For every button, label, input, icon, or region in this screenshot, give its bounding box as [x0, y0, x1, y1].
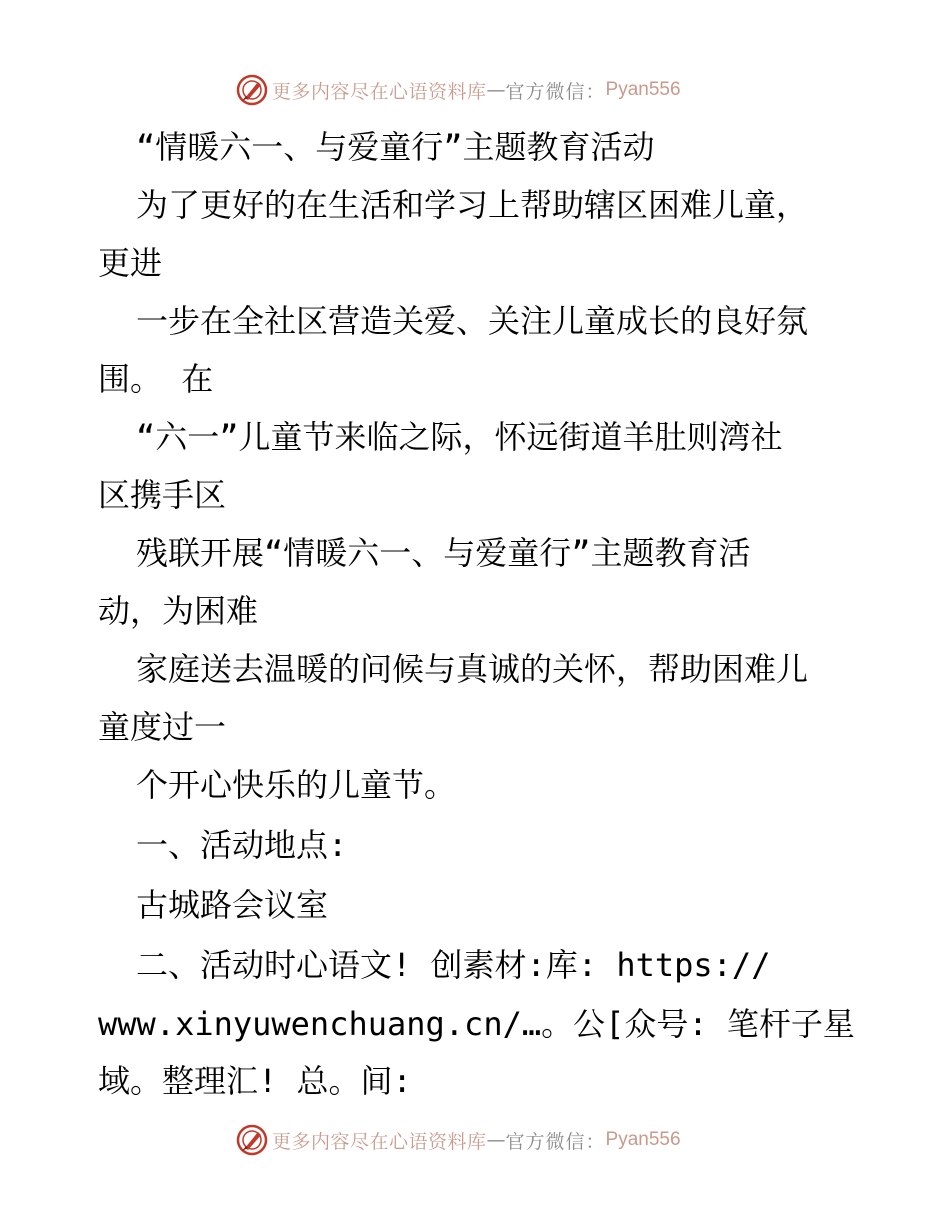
watermark-text: 更多内容尽在心语资料库: [272, 80, 487, 103]
watermark-official-label: 官方微信：: [505, 1130, 606, 1153]
body-line: “六一”儿童节来临之际，怀远街道羊肚则湾社: [136, 418, 783, 456]
body-line: 动，为困难: [98, 592, 259, 630]
body-line: 家庭送去温暖的问候与真诚的关怀，帮助困难儿: [136, 650, 809, 688]
section-heading-time: 二、活动时心语文! 创素材:库: https://: [136, 946, 771, 984]
pen-logo-icon: [236, 74, 268, 106]
watermark-wechat-id: Pyan556: [605, 79, 681, 100]
section-heading-location: 一、活动地点:: [136, 826, 348, 864]
body-line: 个开心快乐的儿童节。: [136, 766, 457, 804]
footer-watermark-banner: [236, 1120, 681, 1160]
pen-logo-icon: [236, 1124, 268, 1156]
body-line: 围。 在: [98, 360, 214, 398]
document-title: “情暖六一、与爱童行”主题教育活动: [136, 128, 655, 166]
body-line: 一步在全社区营造关爱、关注儿童成长的良好氛: [136, 302, 809, 340]
body-line: 残联开展“情暖六一、与爱童行”主题教育活: [136, 534, 751, 572]
watermark-text: 更多内容尽在心语资料库: [272, 1130, 487, 1153]
body-line: 为了更好的在生活和学习上帮助辖区困难儿童，: [136, 186, 809, 224]
body-line: 区携手区: [98, 476, 227, 514]
body-line: www.xinyuwenchuang.cn/…。公[众号: 笔杆子星: [98, 1005, 855, 1043]
body-line: 童度过一: [98, 708, 227, 746]
watermark-official-label: 官方微信：: [505, 80, 606, 103]
watermark-wechat-id: Pyan556: [605, 1129, 681, 1150]
watermark-dash: —: [486, 79, 506, 101]
body-line: 域。整理汇! 总。间:: [98, 1062, 412, 1100]
header-watermark-banner: [236, 70, 681, 110]
body-line: 古城路会议室: [136, 886, 329, 924]
body-line: 更进: [98, 244, 163, 282]
watermark-dash: —: [486, 1129, 506, 1151]
